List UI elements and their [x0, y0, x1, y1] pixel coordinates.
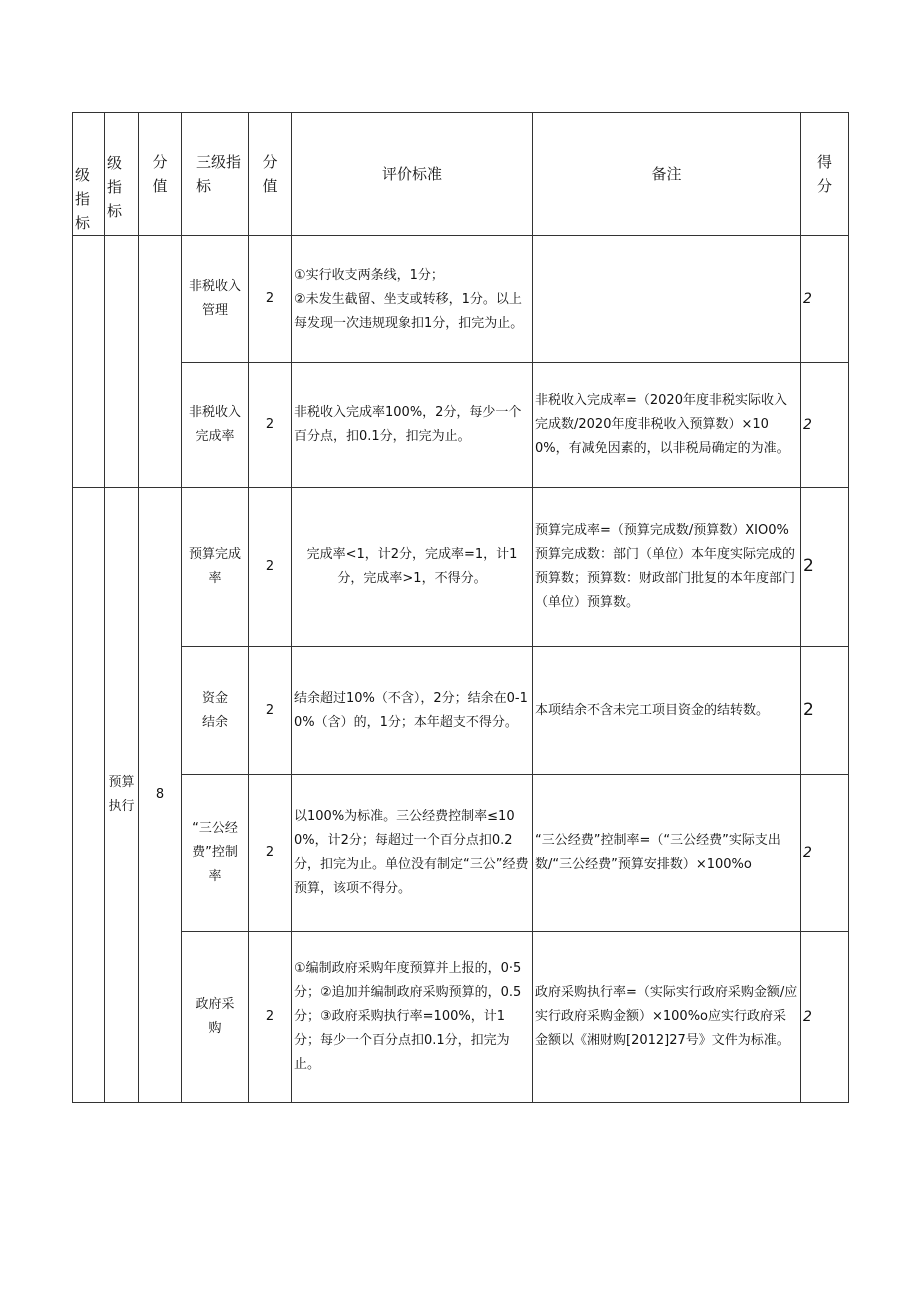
indicator-name: 资金结余: [182, 647, 249, 775]
notes-text: 非税收入完成率=（2020年度非税实际收入完成数/2020年度非税收入预算数）×100%，有减免因素的，以非税局确定的为准。: [533, 363, 801, 488]
indicator-score: 2: [249, 932, 292, 1103]
header-level3: 三级指 标: [182, 113, 249, 236]
group-score: 8: [139, 488, 182, 1103]
table-row: [73, 647, 849, 775]
table-row: [73, 775, 849, 932]
score-got: 2: [801, 775, 849, 932]
table-row: [73, 932, 849, 1103]
criteria-text: 完成率<1，计2分，完成率=1，计1分，完成率>1，不得分。: [292, 488, 533, 647]
indicator-name: 非税收入完成率: [182, 363, 249, 488]
indicator-name: “三公经费”控制率: [182, 775, 249, 932]
header-level1: 级指 标: [73, 113, 105, 236]
evaluation-table: [72, 112, 849, 1103]
notes-text: 政府采购执行率=（实际实行政府采购金额/应实行政府采购金额）×100%o应实行政府采金额以《湘财购[2012]27号》文件为标准。: [533, 932, 801, 1103]
indicator-name: 非税收入管理: [182, 236, 249, 363]
notes-text: 本项结余不含未完工项目资金的结转数。: [533, 647, 801, 775]
indicator-score: 2: [249, 647, 292, 775]
indicator-score: 2: [249, 488, 292, 647]
notes-text: [533, 236, 801, 363]
criteria-text: ①编制政府采购年度预算并上报的，0·5分；②追加并编制政府采购预算的，0.5分；③政府采购执行率=100%，计1分；每少一个百分点扣0.1分，扣完为止。: [292, 932, 533, 1103]
criteria-text: 非税收入完成率100%，2分，每少一个百分点，扣0.1分，扣完为止。: [292, 363, 533, 488]
table-row: [73, 363, 849, 488]
indicator-score: 2: [249, 775, 292, 932]
score-got: 2: [801, 488, 849, 647]
level1-cell: [73, 236, 105, 488]
table-row: [73, 236, 849, 363]
indicator-score: 2: [249, 363, 292, 488]
score-got: 2: [801, 363, 849, 488]
header-score1: 分 值: [139, 113, 182, 236]
score-got: 2: [801, 236, 849, 363]
criteria-text: 结余超过10%（不含），2分；结余在0-10%（含）的，1分；本年超支不得分。: [292, 647, 533, 775]
indicator-name: 政府采购: [182, 932, 249, 1103]
score-got: 2: [801, 932, 849, 1103]
header-score-got: 得 分: [801, 113, 849, 236]
header-row: [73, 113, 849, 236]
header-notes: 备注: [533, 113, 801, 236]
indicator-score: 2: [249, 236, 292, 363]
header-level2: 级指 标: [105, 113, 139, 236]
indicator-name: 预算完成率: [182, 488, 249, 647]
notes-text: 预算完成率=（预算完成数/预算数）XIO0%预算完成数：部门（单位）本年度实际完成的预算数；预算数：财政部门批复的本年度部门（单位）预算数。: [533, 488, 801, 647]
table-row: [73, 488, 849, 647]
level1-cell: [73, 488, 105, 1103]
criteria-text: 以100%为标准。三公经费控制率≤100%，计2分；每超过一个百分点扣0.2分，扣完为止。单位没有制定“三公”经费预算，该项不得分。: [292, 775, 533, 932]
criteria-text: ①实行收支两条线，1分； ②未发生截留、坐支或转移，1分。以上每发现一次违规现象扣1分，扣完为止。: [292, 236, 533, 363]
header-criteria: 评价标准: [292, 113, 533, 236]
header-score2: 分 值: [249, 113, 292, 236]
notes-text: “三公经费”控制率=（“三公经费”实际支出数/“三公经费”预算安排数）×100%o: [533, 775, 801, 932]
group-name: 预算执行: [105, 488, 139, 1103]
level2-cell: [105, 236, 139, 488]
score-got: 2: [801, 647, 849, 775]
score1-cell: [139, 236, 182, 488]
